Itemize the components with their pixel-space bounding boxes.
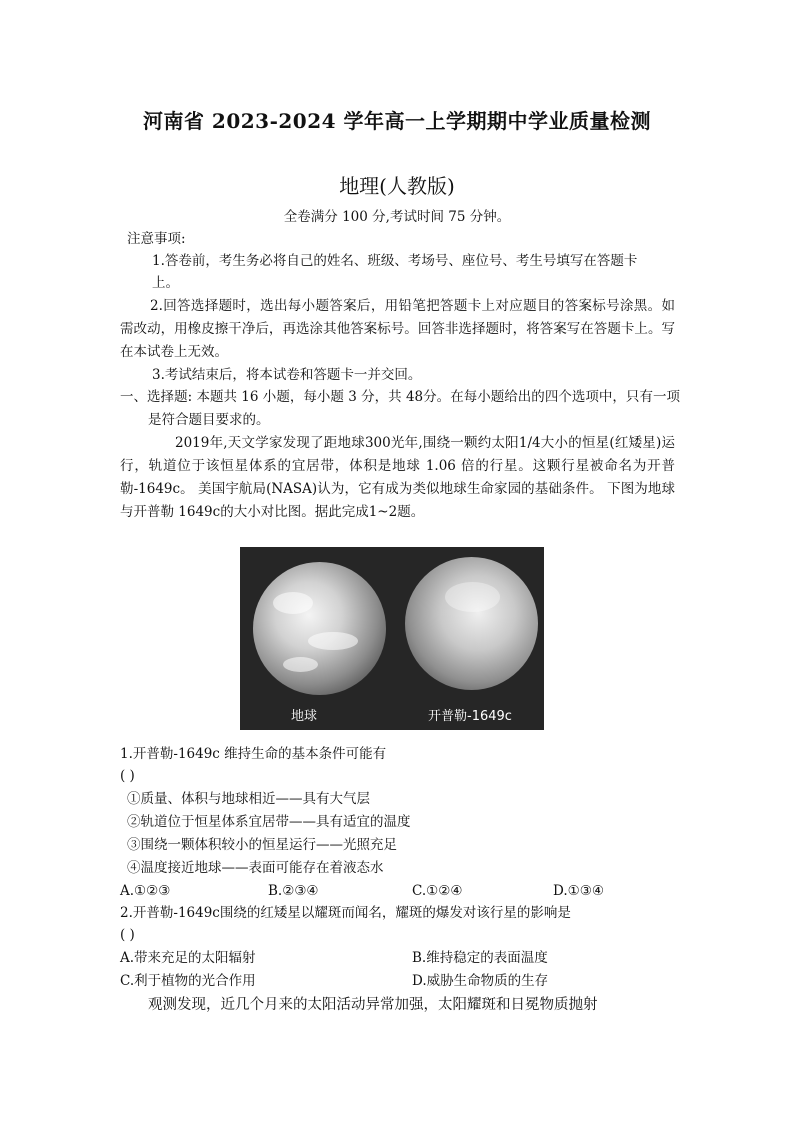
planet-comparison-figure [240, 547, 544, 730]
question-1-option-b: B.②③④ [268, 883, 319, 899]
question-2-option-d: D.威胁生命物质的生存 [412, 973, 549, 989]
earth-label: 地球 [291, 709, 318, 724]
exam-title: 河南省 2023-2024 学年高一上学期期中学业质量检测 [142, 109, 652, 133]
question-2-option-c: C.利于植物的光合作用 [120, 973, 256, 989]
note-item-2: 2.回答选择题时，选出每小题答案后，用铅笔把答题卡上对应题目的答案标号涂黑。如需改动，用橡皮擦干净后，再选涂其他答案标号。回答非选择题时，将答案写在答题卡上。写在本试卷上无效。 [120, 298, 675, 360]
question-1-stem: 1.开普勒-1649c 维持生命的基本条件可能有 [120, 746, 387, 762]
note-item-3: 3.考试结束后，将本试卷和答题卡一并交回。 [152, 367, 422, 383]
kepler-1649c-image [405, 557, 538, 690]
subject-title: 地理(人教版) [339, 174, 455, 198]
section-1-heading: 一、选择题: 本题共 16 小题，每小题 3 分，共 48分。在每小题给出的四个选项中，只有一项是符合题目要求的。 [120, 389, 680, 428]
earth-image [253, 562, 386, 695]
question-2-stem: 2.开普勒-1649c围绕的红矮星以耀斑而闻名，耀斑的爆发对该行星的影响是 [120, 905, 571, 921]
question-1-option-c: C.①②④ [412, 883, 463, 899]
question-1-statement-1: ①质量、体积与地球相近——具有大气层 [127, 791, 370, 807]
full-score-note: 全卷满分 100 分,考试时间 75 分钟。 [283, 209, 511, 225]
notes-heading: 注意事项: [127, 231, 186, 247]
question-1-statement-3: ③围绕一颗体积较小的恒星运行——光照充足 [127, 837, 397, 853]
question-2-paren: ( ) [120, 927, 135, 943]
question-1-option-d: D.①③④ [553, 883, 604, 899]
question-1-option-a: A.①②③ [120, 883, 171, 899]
note-item-1-line-2: 上。 [152, 275, 179, 291]
question-1-statement-2: ②轨道位于恒星体系宜居带——具有适宜的温度 [127, 814, 411, 830]
question-1-statement-4: ④温度接近地球——表面可能存在着液态水 [127, 860, 384, 876]
question-2-option-b: B.维持稳定的表面温度 [412, 950, 548, 966]
question-1-paren: ( ) [120, 768, 135, 784]
passage-2-line-1: 观测发现，近几个月来的太阳活动异常加强，太阳耀斑和日冕物质抛射 [148, 997, 598, 1013]
passage-1: 2019年,天文学家发现了距地球300光年,围绕一颗约太阳1/4大小的恒星(红矮星)运行，轨道位于该恒星体系的宜居带，体积是地球 1.06 倍的行星。这颗行星被命名为开普勒-1649c。 美国宇航局(NASA)认为，它有成为类似地球生命家园的基础条件。 下图为地球与开普勒 1649c的大小对比图。据此完成1~2题。 [120, 435, 675, 520]
question-2-option-a: A.带来充足的太阳辐射 [120, 950, 256, 966]
note-item-1-line-1: 1.答卷前，考生务必将自己的姓名、班级、考场号、座位号、考生号填写在答题卡 [152, 253, 638, 269]
kepler-label: 开普勒-1649c [428, 709, 512, 724]
